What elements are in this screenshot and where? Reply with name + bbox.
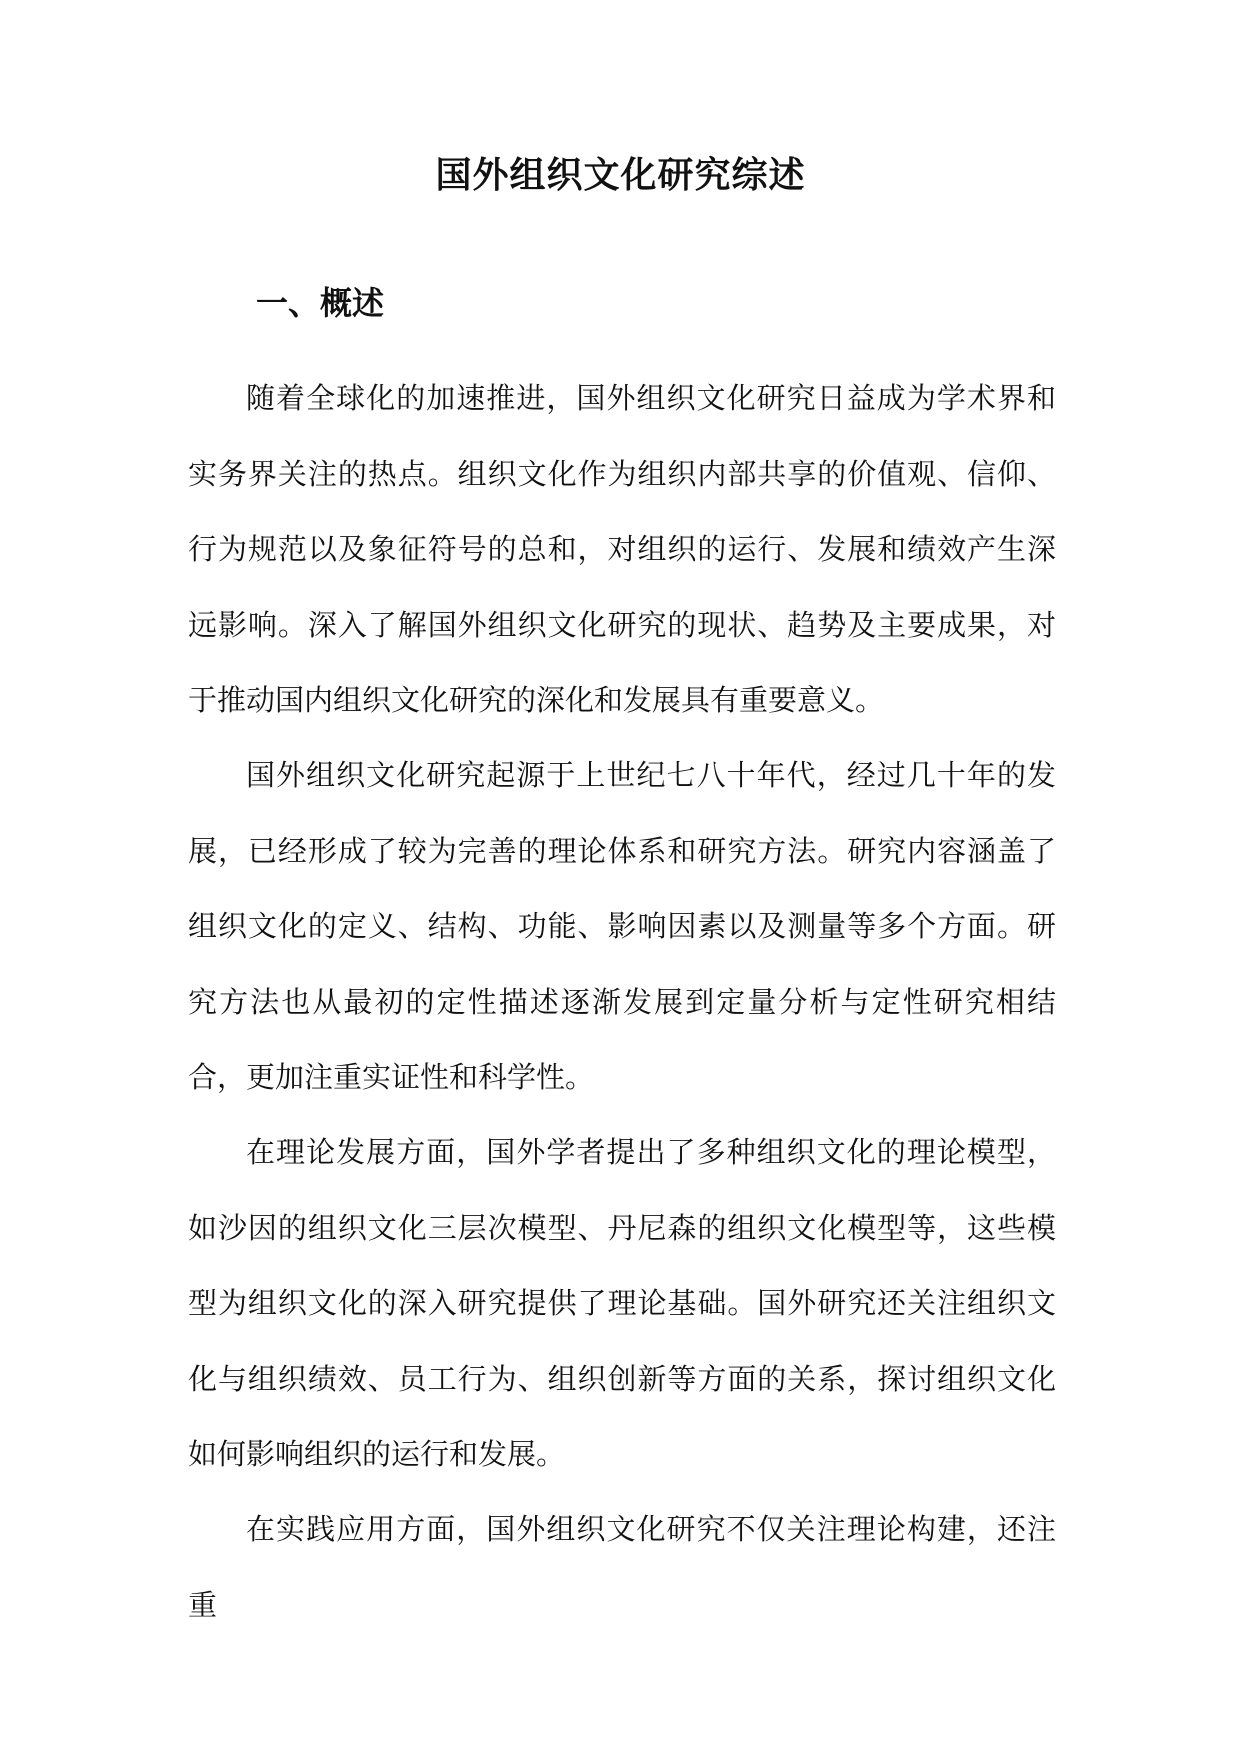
body-paragraph: 在理论发展方面，国外学者提出了多种组织文化的理论模型，如沙因的组织文化三层次模型、丹尼森的组织文化模型等，这些模型为组织文化的深入研究提供了理论基础。国外研究还关注组织文化与组织绩效、员工行为、组织创新等方面的关系，探讨组织文化如何影响组织的运行和发展。 xyxy=(188,1135,1056,1471)
body-paragraph: 国外组织文化研究起源于上世纪七八十年代，经过几十年的发展，已经形成了较为完善的理论体系和研究方法。研究内容涵盖了组织文化的定义、结构、功能、影响因素以及测量等多个方面。研究方法也从最初的定性描述逐渐发展到定量分析与定性研究相结合，更加注重实证性和科学性。 xyxy=(188,758,1056,1094)
body-paragraph: 在实践应用方面，国外组织文化研究不仅关注理论构建，还注重 xyxy=(188,1512,1056,1622)
body-paragraph: 随着全球化的加速推进，国外组织文化研究日益成为学术界和实务界关注的热点。组织文化作为组织内部共享的价值观、信仰、行为规范以及象征符号的总和，对组织的运行、发展和绩效产生深远影响。深入了解国外组织文化研究的现状、趋势及主要成果，对于推动国内组织文化研究的深化和发展具有重要意义。 xyxy=(188,381,1056,717)
section-heading-overview: 一、概述 xyxy=(256,284,385,322)
document-title: 国外组织文化研究综述 xyxy=(435,154,806,196)
